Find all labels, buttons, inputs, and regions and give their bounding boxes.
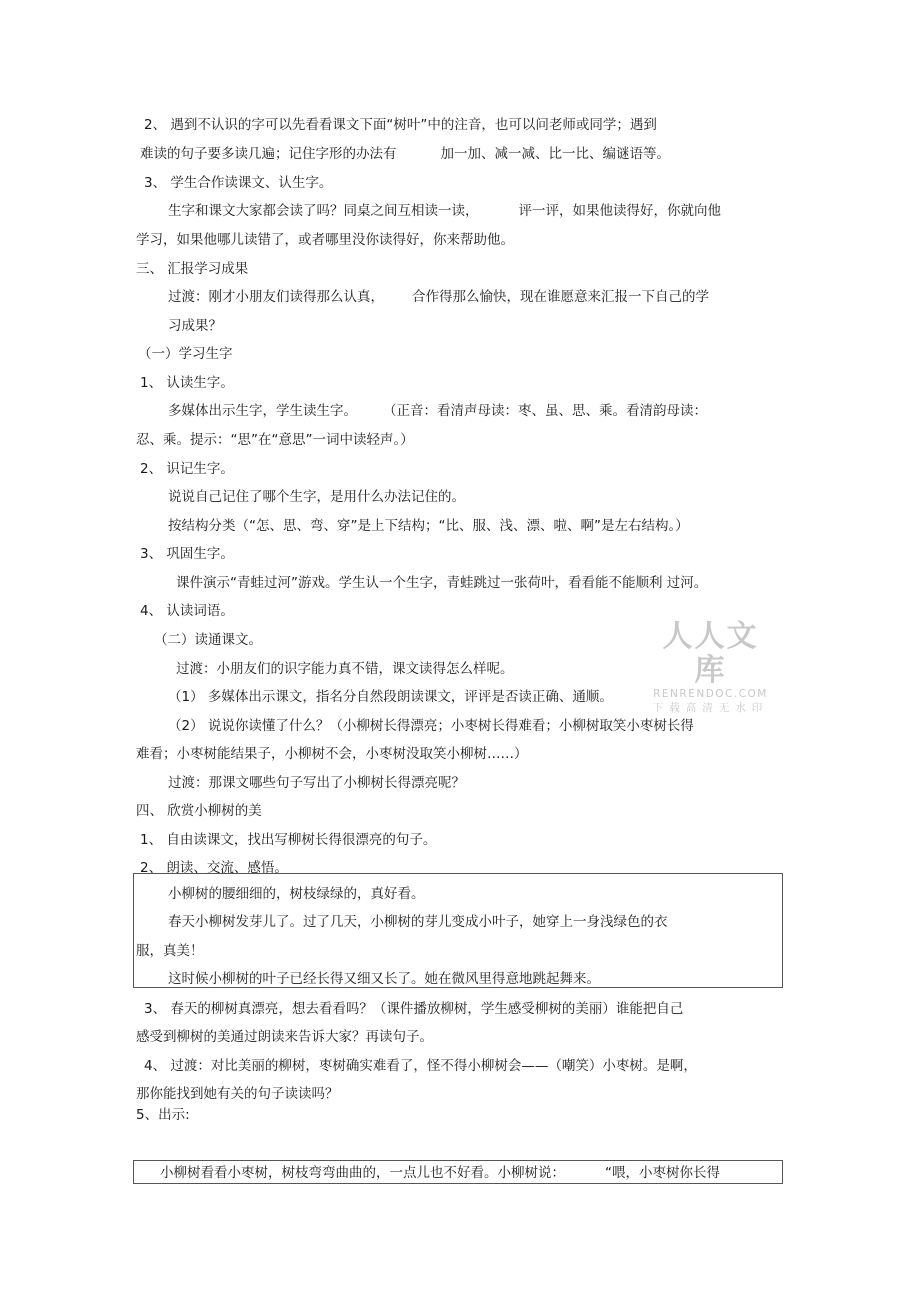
text-line: 多媒体出示生字，学生读生字。 （正音：看清声母读：枣、虽、思、乘。看清韵母读： — [168, 403, 707, 419]
text-line: 3、 巩固生字。 — [140, 546, 234, 562]
quote-line: 服，真美！ — [136, 943, 204, 959]
text-line: 忍、乘。提示：“思”在“意思”一词中读轻声。） — [136, 432, 414, 448]
quote-line: 小柳树看看小枣树，树枝弯弯曲曲的，一点儿也不好看。小柳树说： “喂，小枣树你长得 — [160, 1165, 720, 1181]
text-line: 2、 遇到不认识的字可以先看看课文下面“树叶”中的注音，也可以问老师或同学；遇到 — [144, 117, 657, 133]
text-line: 说说自己记住了哪个生字，是用什么办法记住的。 — [168, 489, 465, 505]
text-line: （1） 多媒体出示课文，指名分自然段朗读课文，评评是否读正确、通顺。 — [168, 689, 613, 705]
text-line: 那你能找到她有关的句子读读吗？ — [136, 1086, 339, 1102]
text-line: 3、 春天的柳树真漂亮，想去看看吗？（课件播放柳树，学生感受柳树的美丽）谁能把自己 — [144, 1001, 684, 1017]
watermark-url: RENRENDOC.COM — [653, 688, 768, 700]
text-line: 难看；小枣树能结果子，小柳树不会，小枣树没取笑小柳树……） — [136, 746, 528, 762]
section-heading: 三、 汇报学习成果 — [136, 261, 249, 277]
text-line: 生字和课文大家都会读了吗？同桌之间互相读一读， 评一评，如果他读得好，你就向他 — [168, 203, 721, 219]
watermark-title: 人人文库 — [662, 619, 759, 688]
watermark — [648, 620, 773, 715]
subsection-heading: （二）读通课文。 — [154, 632, 262, 648]
text-line: 1、 认读生字。 — [140, 375, 234, 391]
watermark-subtitle: 下载高清无水印 — [652, 702, 769, 714]
text-line: 感受到柳树的美通过朗读来告诉大家？再读句子。 — [136, 1029, 433, 1045]
quote-line: 春天小柳树发芽儿了。过了几天，小柳树的芽儿变成小叶子，她穿上一身浅绿色的衣 — [168, 914, 668, 930]
text-line: 2、 识记生字。 — [140, 461, 234, 477]
quote-line: 这时候小柳树的叶子已经长得又细又长了。她在微风里得意地跳起舞来。 — [168, 971, 600, 987]
text-line: 课件演示“青蛙过河”游戏。学生认一个生字，青蛙跳过一张荷叶，看看能不能顺利 过河。 — [176, 575, 708, 591]
text-line: 1、 自由读课文，找出写柳树长得很漂亮的句子。 — [140, 832, 437, 848]
text-line: （2） 说说你读懂了什么？（小柳树长得漂亮；小枣树长得难看；小柳树取笑小枣树长得 — [168, 718, 694, 734]
text-line: 4、 认读词语。 — [140, 603, 234, 619]
subsection-heading: （一）学习生字 — [138, 346, 233, 362]
text-line: 5、出示: — [136, 1107, 190, 1123]
text-line: 按结构分类（“怎、思、弯、穿”是上下结构；“比、服、浅、漂、啦、啊”是左右结构。） — [168, 518, 689, 534]
quote-line: 小柳树的腰细细的，树枝绿绿的，真好看。 — [168, 886, 425, 902]
text-line: 过渡：那课文哪些句子写出了小柳树长得漂亮呢？ — [168, 775, 465, 791]
text-line: 学习，如果他哪儿读错了，或者哪里没你读得好，你来帮助他。 — [136, 232, 514, 248]
text-line: 3、 学生合作读课文、认生字。 — [144, 175, 333, 191]
text-line: 难读的句子要多读几遍；记住字形的办法有 加一加、减一减、比一比、编谜语等。 — [140, 146, 670, 162]
text-line: 2、 朗读、交流、感悟。 — [140, 860, 288, 876]
text-line: 过渡：刚才小朋友们读得那么认真， 合作得那么愉快，现在谁愿意来汇报一下自己的学 — [168, 289, 709, 305]
section-heading: 四、 欣赏小柳树的美 — [136, 803, 262, 819]
text-line: 习成果？ — [168, 318, 222, 334]
text-line: 过渡：小朋友们的识字能力真不错，课文读得怎么样呢。 — [176, 661, 514, 677]
text-line: 4、 过渡：对比美丽的柳树，枣树确实难看了，怪不得小柳树会——（嘲笑）小枣树。是啊， — [144, 1058, 697, 1074]
